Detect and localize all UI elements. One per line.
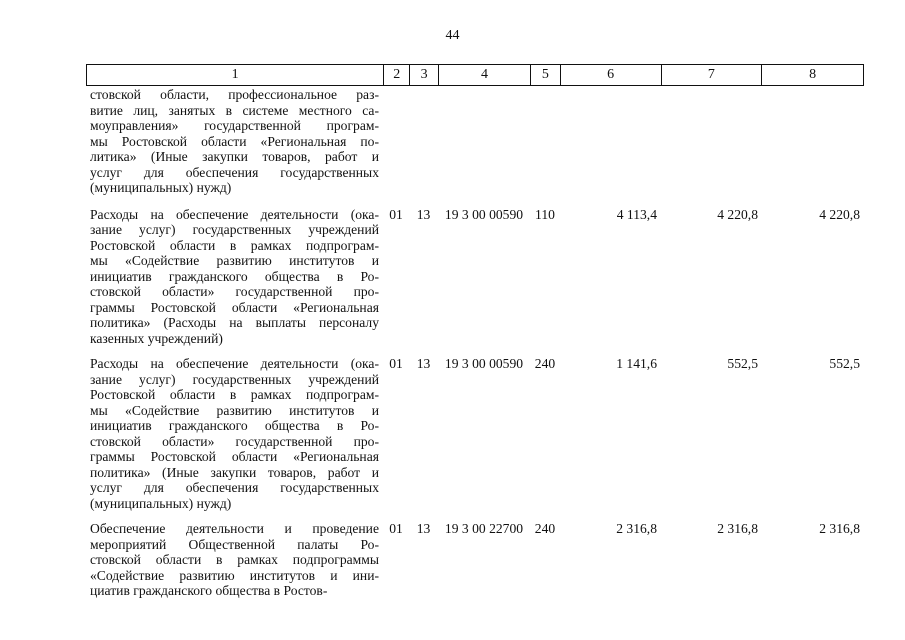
section-code xyxy=(383,87,409,196)
description-line: мероприятий Общественной палаты Ро- xyxy=(90,536,379,552)
row-description xyxy=(86,87,383,196)
subsection-code xyxy=(409,87,438,196)
description-line: Расходы на обеспечение деятельности (ока- xyxy=(90,206,379,222)
column-header-2: 2 xyxy=(383,65,409,85)
description-line: Ростовской области в рамках подпрограм- xyxy=(90,237,379,253)
amount-year-2: 552,5 xyxy=(727,356,758,371)
description-line: мы «Содействие развитию институтов и xyxy=(90,402,379,418)
description-line: инициатив гражданского общества в Ро- xyxy=(90,418,379,433)
amount-year-3: 4 220,8 xyxy=(819,206,860,222)
column-header-7: 7 xyxy=(661,65,762,85)
amount-year-2: 4 220,8 xyxy=(717,206,758,222)
description-line: услуг для обеспечения государственных xyxy=(90,164,379,180)
description-line: инициатив гражданского общества в Ро- xyxy=(90,268,379,284)
description-line: циатив гражданского общества в Ростов- xyxy=(90,583,328,598)
description-line: казенных учреждений) xyxy=(90,330,223,346)
description-line: Ростовской области в рамках подпрограм- xyxy=(90,387,379,402)
table-body xyxy=(86,87,864,609)
section-code: 01 xyxy=(389,206,403,222)
description-line: стовской области» государственной про- xyxy=(90,284,379,299)
amount-year-3: 2 316,8 xyxy=(819,521,860,536)
expense-type-code xyxy=(530,87,560,196)
description-line: стовской области» государственной про- xyxy=(90,433,379,449)
expense-type-code: 240 xyxy=(534,521,556,536)
amount-year-3: 552,5 xyxy=(829,356,860,371)
description-line: граммы Ростовской области «Региональная xyxy=(90,299,379,315)
amount-year-1 xyxy=(560,87,661,196)
row-description xyxy=(86,521,383,599)
amount-year-3 xyxy=(762,87,864,196)
subsection-code: 13 xyxy=(416,206,431,222)
target-article-code xyxy=(438,87,530,196)
expense-type-code: 240 xyxy=(534,356,556,371)
description-line: «Содействие развитию институтов и ини- xyxy=(90,567,379,583)
description-line: литика» (Иные закупки товаров, работ и xyxy=(90,149,379,164)
expense-type-code: 110 xyxy=(535,206,555,222)
column-header-8: 8 xyxy=(761,65,863,85)
column-header-4: 4 xyxy=(438,65,530,85)
description-line: Обеспечение деятельности и проведение xyxy=(90,521,379,536)
target-article-code: 19 3 00 00590 xyxy=(444,356,524,371)
description-line: мы Ростовской области «Региональная по- xyxy=(90,133,379,149)
subsection-code: 13 xyxy=(416,356,431,371)
section-code: 01 xyxy=(389,356,403,371)
description-line: политика» (Иные закупки товаров, работ и xyxy=(90,464,379,480)
column-header-6: 6 xyxy=(560,65,661,85)
page-number: 44 xyxy=(445,28,460,43)
amount-year-2: 2 316,8 xyxy=(717,521,758,536)
row-description xyxy=(86,207,383,347)
amount-year-1: 4 113,4 xyxy=(616,206,657,222)
description-line: граммы Ростовской области «Региональная xyxy=(90,449,379,464)
description-line: (муниципальных) нужд) xyxy=(90,495,232,511)
table-header xyxy=(86,64,864,86)
table-row xyxy=(86,356,864,511)
description-line: Расходы на обеспечение деятельности (ока- xyxy=(90,356,379,371)
target-article-code: 19 3 00 00590 xyxy=(444,206,524,222)
description-line: моуправления» государственной програм- xyxy=(90,118,379,133)
description-line: (муниципальных) нужд) xyxy=(90,180,232,195)
description-line: стовской области, профессиональное раз- xyxy=(90,87,379,102)
column-header-5: 5 xyxy=(530,65,560,85)
column-header-3: 3 xyxy=(409,65,438,85)
amount-year-1: 1 141,6 xyxy=(616,356,657,371)
table-row xyxy=(86,87,864,196)
section-code: 01 xyxy=(389,521,403,536)
description-line: стовской области в рамках подпрограммы xyxy=(90,552,379,567)
description-line: витие лиц, занятых в системе местного са- xyxy=(90,102,379,118)
subsection-code: 13 xyxy=(416,521,431,536)
table-row xyxy=(86,207,864,347)
target-article-code: 19 3 00 22700 xyxy=(444,521,524,536)
amount-year-1: 2 316,8 xyxy=(616,521,657,536)
row-description xyxy=(86,356,383,511)
description-line: услуг для обеспечения государственных xyxy=(90,480,379,495)
table-row xyxy=(86,521,864,599)
description-line: зание услуг) государственных учреждений xyxy=(90,371,379,387)
description-line: мы «Содействие развитию институтов и xyxy=(90,253,379,268)
description-line: зание услуг) государственных учреждений xyxy=(90,222,379,237)
amount-year-2 xyxy=(661,87,762,196)
description-line: политика» (Расходы на выплаты персоналу xyxy=(90,315,379,330)
column-header-1: 1 xyxy=(231,67,239,82)
